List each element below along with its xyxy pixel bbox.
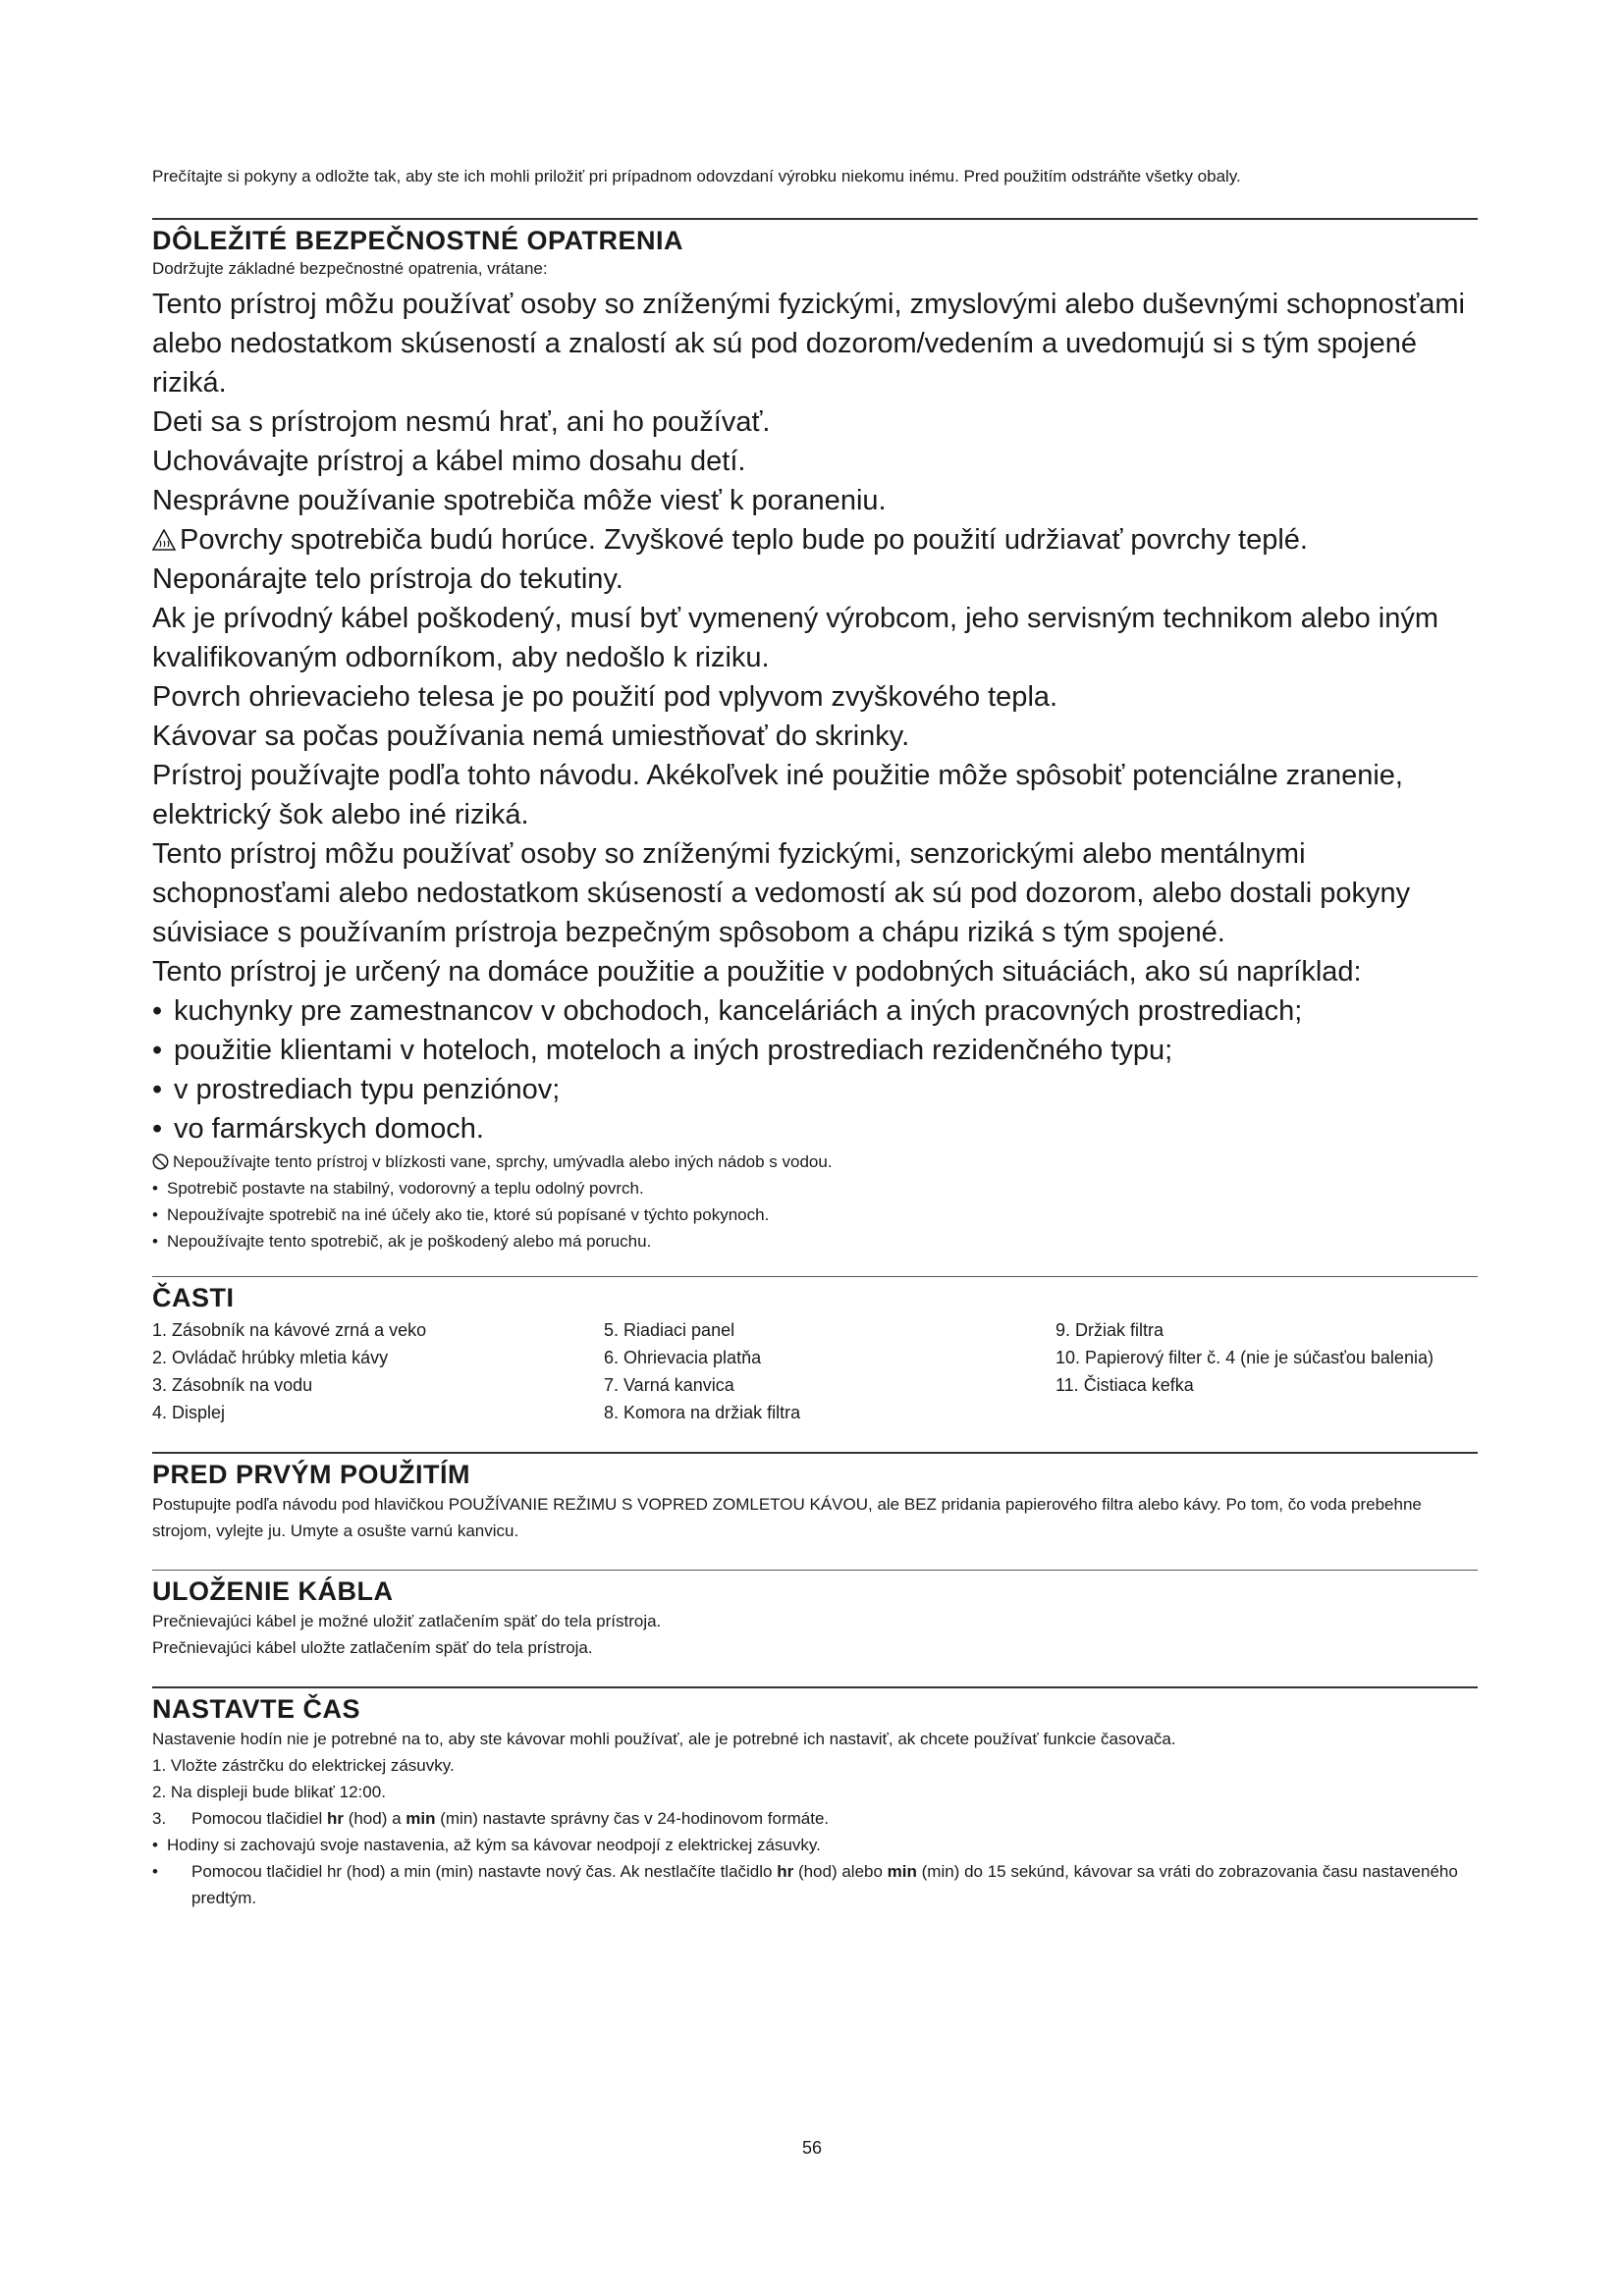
- safety-subtitle: Dodržujte základné bezpečnostné opatrenia, vrátane:: [152, 259, 548, 278]
- safety-line: Tento prístroj môžu používať osoby so zníženými fyzickými, senzorickými alebo mentálnymi schopnosťami alebo nedostatkom skúseností a vedomostí ak sú pod dozorom, alebo dostali pokyny súvisiace s používaním prístroja bezpečným spôsobom a chápu riziká s tým spojené.: [152, 838, 1411, 948]
- bullet-mark: •: [152, 1862, 158, 1881]
- safety-line-hot: [152, 520, 1478, 560]
- time-step: 2. Na displeji bude blikať 12:00.: [152, 1783, 386, 1801]
- parts-section: [152, 1276, 1478, 1426]
- ban-text: Nepoužívajte tento prístroj v blízkosti vane, sprchy, umývadla alebo iných nádob s vodou.: [173, 1152, 833, 1171]
- usage-bullet: • kuchynky pre zamestnancov v obchodoch, kanceláriách a iných pracovných prostrediach;: [152, 991, 1478, 1031]
- small-bullet: • Spotrebič postavte na stabilný, vodorovný a teplu odolný povrch.: [152, 1175, 1478, 1201]
- cable-section: [152, 1570, 1478, 1661]
- parts-column-1: [152, 1316, 604, 1426]
- usage-bullet: • vo farmárskych domoch.: [152, 1109, 1478, 1148]
- safety-line: Prístroj používajte podľa tohto návodu. Akékoľvek iné použitie môže spôsobiť potenciálne zranenie, elektrický šok alebo iné riziká.: [152, 760, 1403, 830]
- time-section: [152, 1686, 1478, 1911]
- part-item: 1. Zásobník na kávové zrná a veko: [152, 1320, 427, 1340]
- time-bullet-2: [152, 1858, 1478, 1911]
- page-number: 56: [801, 2138, 823, 2158]
- safety-line: Deti sa s prístrojom nesmú hrať, ani ho používať.: [152, 406, 771, 438]
- small-bullet: • Nepoužívajte tento spotrebič, ak je poškodený alebo má poruchu.: [152, 1228, 1478, 1255]
- part-item: 6. Ohrievacia platňa: [604, 1348, 762, 1367]
- usage-bullet: • použitie klientami v hoteloch, moteloch a iných prostrediach rezidenčného typu;: [152, 1031, 1478, 1070]
- part-item: 2. Ovládač hrúbky mletia kávy: [152, 1348, 389, 1367]
- time-bullet: • Hodiny si zachovajú svoje nastavenia, až kým sa kávovar neodpojí z elektrickej zásuvky.: [152, 1832, 1478, 1858]
- parts-column-3: [1056, 1316, 1478, 1426]
- hot-surface-text: Povrchy spotrebiča budú horúce. Zvyškové teplo bude po použití udržiavať povrchy teplé.: [180, 524, 1308, 556]
- intro-text: Prečítajte si pokyny a odložte tak, aby ste ich mohli priložiť pri prípadnom odovzdaní výrobku niekomu inému. Pred použitím odstráňte všetky obaly.: [152, 167, 1241, 186]
- safety-line: Tento prístroj je určený na domáce použitie a použitie v podobných situáciách, ako sú napríklad:: [152, 956, 1362, 988]
- part-item: 3. Zásobník na vodu: [152, 1375, 313, 1395]
- safety-line: Povrch ohrievacieho telesa je po použití pod vplyvom zvyškového tepla.: [152, 681, 1058, 713]
- first-use-title: PRED PRVÝM POUŽITÍM: [152, 1460, 471, 1489]
- time-intro: Nastavenie hodín nie je potrebné na to, aby ste kávovar mohli používať, ale je potrebné ich nastaviť, ak chcete používať funkcie časovača.: [152, 1730, 1176, 1748]
- safety-line: Ak je prívodný kábel poškodený, musí byť vymenený výrobcom, jeho servisným technikom alebo iným kvalifikovaným odborníkom, aby nedošlo k riziku.: [152, 603, 1439, 673]
- time-step: 1. Vložte zástrčku do elektrickej zásuvky.: [152, 1756, 455, 1775]
- safety-line: Uchovávajte prístroj a kábel mimo dosahu detí.: [152, 446, 746, 477]
- part-item: 4. Displej: [152, 1403, 226, 1422]
- small-bullet: • Nepoužívajte spotrebič na iné účely ako tie, ktoré sú popísané v týchto pokynoch.: [152, 1201, 1478, 1228]
- time-title: NASTAVTE ČAS: [152, 1694, 361, 1724]
- safety-section: [152, 218, 1478, 1255]
- manual-page: [152, 165, 1478, 1911]
- bullet-text: Pomocou tlačidiel hr (hod) a min (min) nastavte nový čas. Ak nestlačíte tlačidlo hr (hod) alebo min (min) do 15 sekúnd, kávovar sa vráti do zobrazovania času nastaveného predtým.: [191, 1862, 1458, 1907]
- hot-surface-warning-icon: [152, 529, 176, 551]
- cable-title: ULOŽENIE KÁBLA: [152, 1576, 394, 1606]
- parts-list: [152, 1316, 1478, 1426]
- part-item: 7. Varná kanvica: [604, 1375, 734, 1395]
- prohibited-icon: [152, 1153, 169, 1170]
- part-item: 9. Držiak filtra: [1056, 1320, 1164, 1340]
- parts-title: ČASTI: [152, 1283, 235, 1312]
- part-item: 10. Papierový filter č. 4 (nie je súčasťou balenia): [1056, 1348, 1434, 1367]
- first-use-text: Postupujte podľa návodu pod hlavičkou POUŽÍVANIE REŽIMU S VOPRED ZOMLETOU KÁVOU, ale BEZ pridania papierového filtra alebo kávy. Po tom, čo voda prebehne strojom, vylejte ju. Umyte a osušte varnú kanvicu.: [152, 1495, 1422, 1540]
- safety-line: Nesprávne používanie spotrebiča môže viesť k poraneniu.: [152, 485, 887, 516]
- step-text: Pomocou tlačidiel hr (hod) a min (min) nastavte správny čas v 24-hodinovom formáte.: [191, 1809, 830, 1828]
- first-use-section: [152, 1452, 1478, 1544]
- part-item: 8. Komora na držiak filtra: [604, 1403, 801, 1422]
- safety-line: Tento prístroj môžu používať osoby so zníženými fyzickými, zmyslovými alebo duševnými schopnosťami alebo nedostatkom skúseností a znalostí ak sú pod dozorom/vedením a uvedomujú si s tým spojené riziká.: [152, 289, 1465, 399]
- ban-line: [152, 1148, 1478, 1175]
- usage-bullet: • v prostrediach typu penziónov;: [152, 1070, 1478, 1109]
- safety-line: Neponárajte telo prístroja do tekutiny.: [152, 563, 623, 595]
- step-number: 3.: [152, 1809, 167, 1828]
- parts-column-2: [604, 1316, 1056, 1426]
- cable-line: Prečnievajúci kábel uložte zatlačením späť do tela prístroja.: [152, 1638, 593, 1657]
- part-item: 11. Čistiaca kefka: [1056, 1375, 1194, 1395]
- safety-line: Kávovar sa počas používania nemá umiestňovať do skrinky.: [152, 721, 910, 752]
- safety-title: DÔLEŽITÉ BEZPEČNOSTNÉ OPATRENIA: [152, 226, 684, 255]
- time-step-3: [152, 1805, 1478, 1832]
- part-item: 5. Riadiaci panel: [604, 1320, 735, 1340]
- cable-line: Prečnievajúci kábel je možné uložiť zatlačením späť do tela prístroja.: [152, 1612, 662, 1630]
